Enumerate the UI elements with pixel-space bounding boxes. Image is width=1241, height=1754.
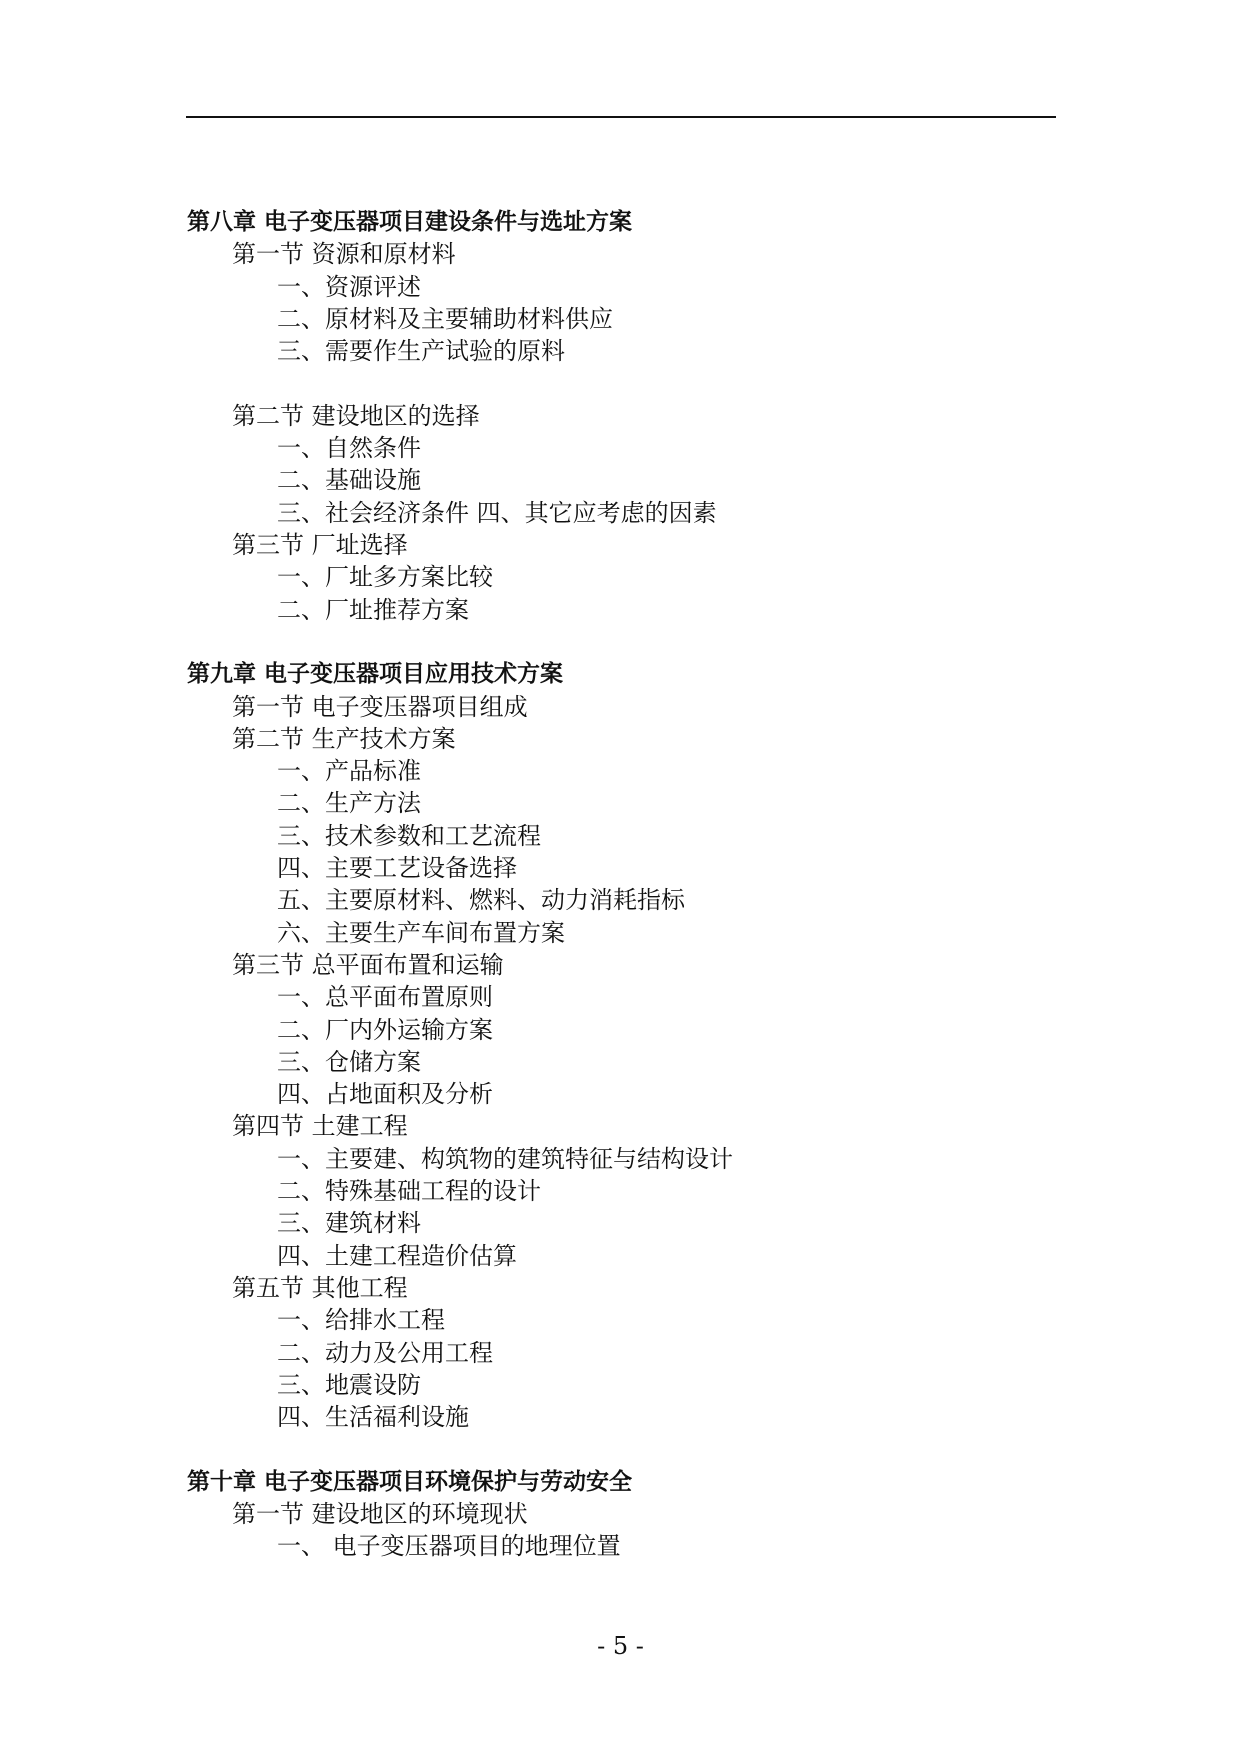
toc-item: 三、地震设防 [277,1370,421,1399]
toc-item: 三、建筑材料 [277,1209,421,1238]
toc-item: 四、占地面积及分析 [277,1080,493,1109]
toc-section: 第二节 生产技术方案 [232,724,456,753]
toc-item: 二、原材料及主要辅助材料供应 [277,304,613,333]
toc-item: 四、主要工艺设备选择 [277,854,517,882]
toc-item: 一、产品标准 [277,757,421,786]
toc-item: 三、社会经济条件 四、其它应考虑的因素 [277,498,717,527]
toc-item: 一、总平面布置原则 [277,983,493,1012]
toc-section: 第一节 电子变压器项目组成 [232,692,528,721]
toc-item: 二、厂内外运输方案 [277,1015,493,1044]
toc-item: 四、生活福利设施 [277,1403,469,1432]
header-rule [186,116,1056,118]
toc-item: 一、 电子变压器项目的地理位置 [277,1532,621,1561]
toc-item: 一、资源评述 [277,272,421,301]
toc-chapter: 第九章 电子变压器项目应用技术方案 [187,661,564,688]
toc-section: 第四节 土建工程 [232,1112,408,1141]
toc-section: 第一节 资源和原材料 [232,240,456,269]
toc-chapter: 第十章 电子变压器项目环境保护与劳动安全 [187,1468,633,1495]
toc-section: 第二节 建设地区的选择 [232,401,480,430]
toc-item: 二、厂址推荐方案 [277,595,469,624]
toc-item: 一、给排水工程 [277,1306,445,1335]
toc-item: 二、生产方法 [277,789,421,818]
toc-item: 一、厂址多方案比较 [277,563,493,592]
toc-item: 三、仓储方案 [277,1047,421,1076]
toc-item: 二、基础设施 [277,466,421,495]
toc-item: 一、自然条件 [277,434,421,463]
toc-chapter: 第八章 电子变压器项目建设条件与选址方案 [187,209,633,235]
toc-item: 三、需要作生产试验的原料 [277,337,565,366]
toc-section: 第五节 其他工程 [232,1273,408,1302]
page-number: - 5 - [597,1632,644,1660]
toc-item: 三、技术参数和工艺流程 [277,821,541,850]
toc-section: 第三节 厂址选择 [232,531,408,559]
toc-item: 二、动力及公用工程 [277,1338,493,1367]
toc-item: 一、主要建、构筑物的建筑特征与结构设计 [277,1144,733,1173]
toc-item: 六、主要生产车间布置方案 [277,918,565,947]
toc-item: 五、主要原材料、燃料、动力消耗指标 [277,886,685,915]
toc-item: 二、特殊基础工程的设计 [277,1177,541,1205]
toc-item: 四、土建工程造价估算 [277,1241,517,1270]
toc-section: 第三节 总平面布置和运输 [232,950,504,979]
toc-section: 第一节 建设地区的环境现状 [232,1500,528,1528]
